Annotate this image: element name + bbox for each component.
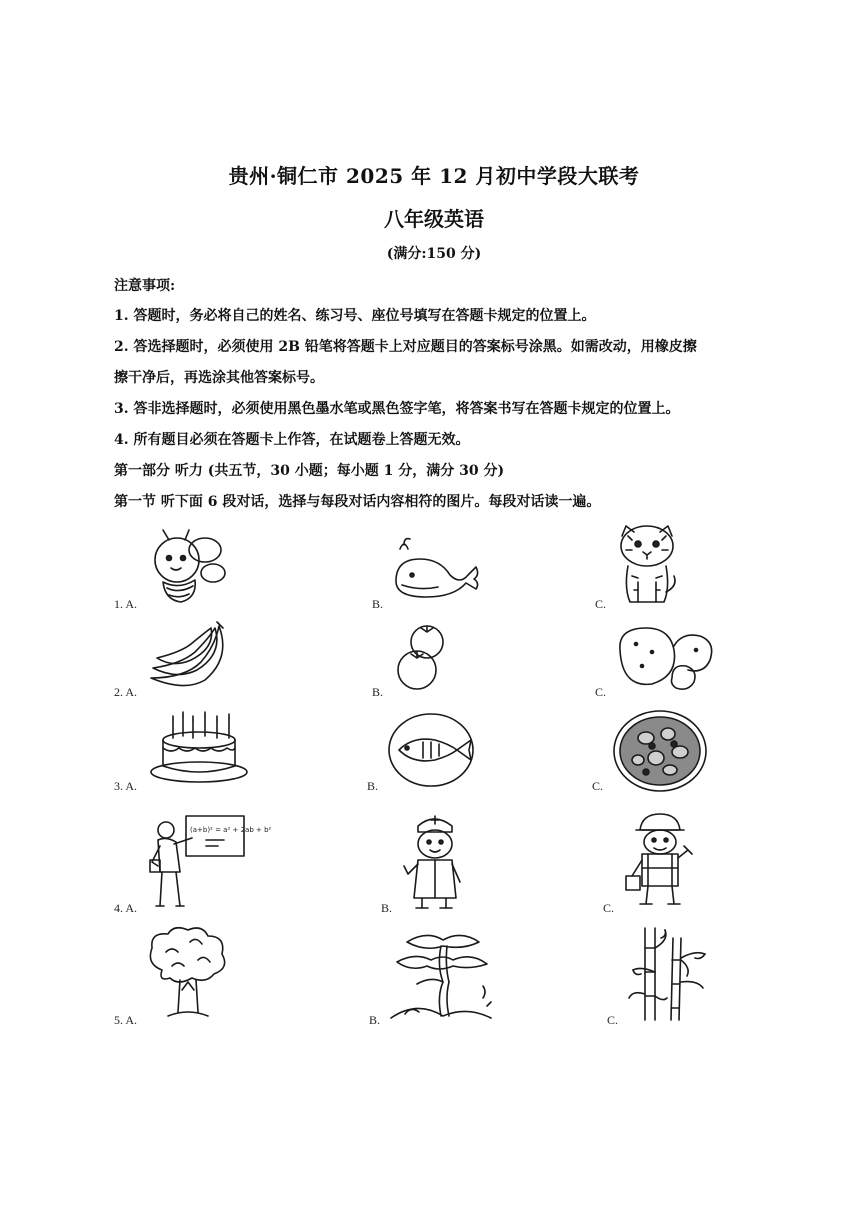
tomatoes-icon xyxy=(393,622,453,694)
tiger-icon xyxy=(612,522,682,608)
exam-title: 贵州·铜仁市 2025 年 12 月初中学段大联考 xyxy=(228,164,640,188)
note-item: 2. 答选择题时，必须使用 2B 铅笔将答题卡上对应题目的答案标号涂黑。如需改动，用橡皮擦 xyxy=(114,339,697,355)
q1-option-c-label: C. xyxy=(595,597,607,611)
q4-option-c-label: C. xyxy=(603,901,615,915)
stew-bowl-icon xyxy=(612,708,708,794)
bamboo-icon xyxy=(625,924,709,1022)
q5-option-a-label: 5. A. xyxy=(114,1013,138,1027)
q2-option-a-label: 2. A. xyxy=(114,685,138,699)
pine-tree-icon xyxy=(387,926,499,1024)
note-item: 3. 答非选择题时，必须使用黑色墨水笔或黑色签字笔，将答案书写在答题卡规定的位置上。 xyxy=(114,401,680,417)
q3-option-b-label: B. xyxy=(367,779,379,793)
note-item: 1. 答题时，务必将自己的姓名、练习号、座位号填写在答题卡规定的位置上。 xyxy=(114,308,596,324)
bananas-icon xyxy=(145,618,237,692)
blackboard-formula: (a+b)² = a² + 2ab + b² xyxy=(190,826,272,834)
q1-option-b-label: B. xyxy=(372,597,384,611)
exam-subject: 八年级英语 xyxy=(384,207,484,231)
doctor-icon xyxy=(400,812,470,912)
q3-option-c-label: C. xyxy=(592,779,604,793)
q4-option-b-label: B. xyxy=(381,901,393,915)
q1-option-a-label: 1. A. xyxy=(114,597,138,611)
q5-option-b-label: B. xyxy=(369,1013,381,1027)
exam-score: (满分:150 分) xyxy=(386,246,482,262)
q4-option-a-label: 4. A. xyxy=(114,901,138,915)
broadleaf-tree-icon xyxy=(142,924,232,1022)
notes-heading: 注意事项: xyxy=(114,278,176,294)
birthday-cake-icon xyxy=(147,710,252,785)
bee-icon xyxy=(145,528,235,608)
fish-plate-icon xyxy=(387,710,479,790)
note-item: 擦干净后，再选涂其他答案标号。 xyxy=(114,370,324,386)
q3-option-a-label: 3. A. xyxy=(114,779,138,793)
potatoes-icon xyxy=(612,622,718,694)
q5-option-c-label: C. xyxy=(607,1013,619,1027)
whale-icon xyxy=(390,535,485,607)
teacher-icon xyxy=(144,812,272,912)
note-item: 4. 所有题目必须在答题卡上作答，在试题卷上答题无效。 xyxy=(114,432,470,448)
section1-instruction: 第一节 听下面 6 段对话，选择与每段对话内容相符的图片。每段对话读一遍。 xyxy=(114,494,601,510)
worker-icon xyxy=(622,810,696,910)
q2-option-c-label: C. xyxy=(595,685,607,699)
q2-option-b-label: B. xyxy=(372,685,384,699)
part1-heading: 第一部分 听力 (共五节，30 小题；每小题 1 分，满分 30 分) xyxy=(114,463,505,479)
